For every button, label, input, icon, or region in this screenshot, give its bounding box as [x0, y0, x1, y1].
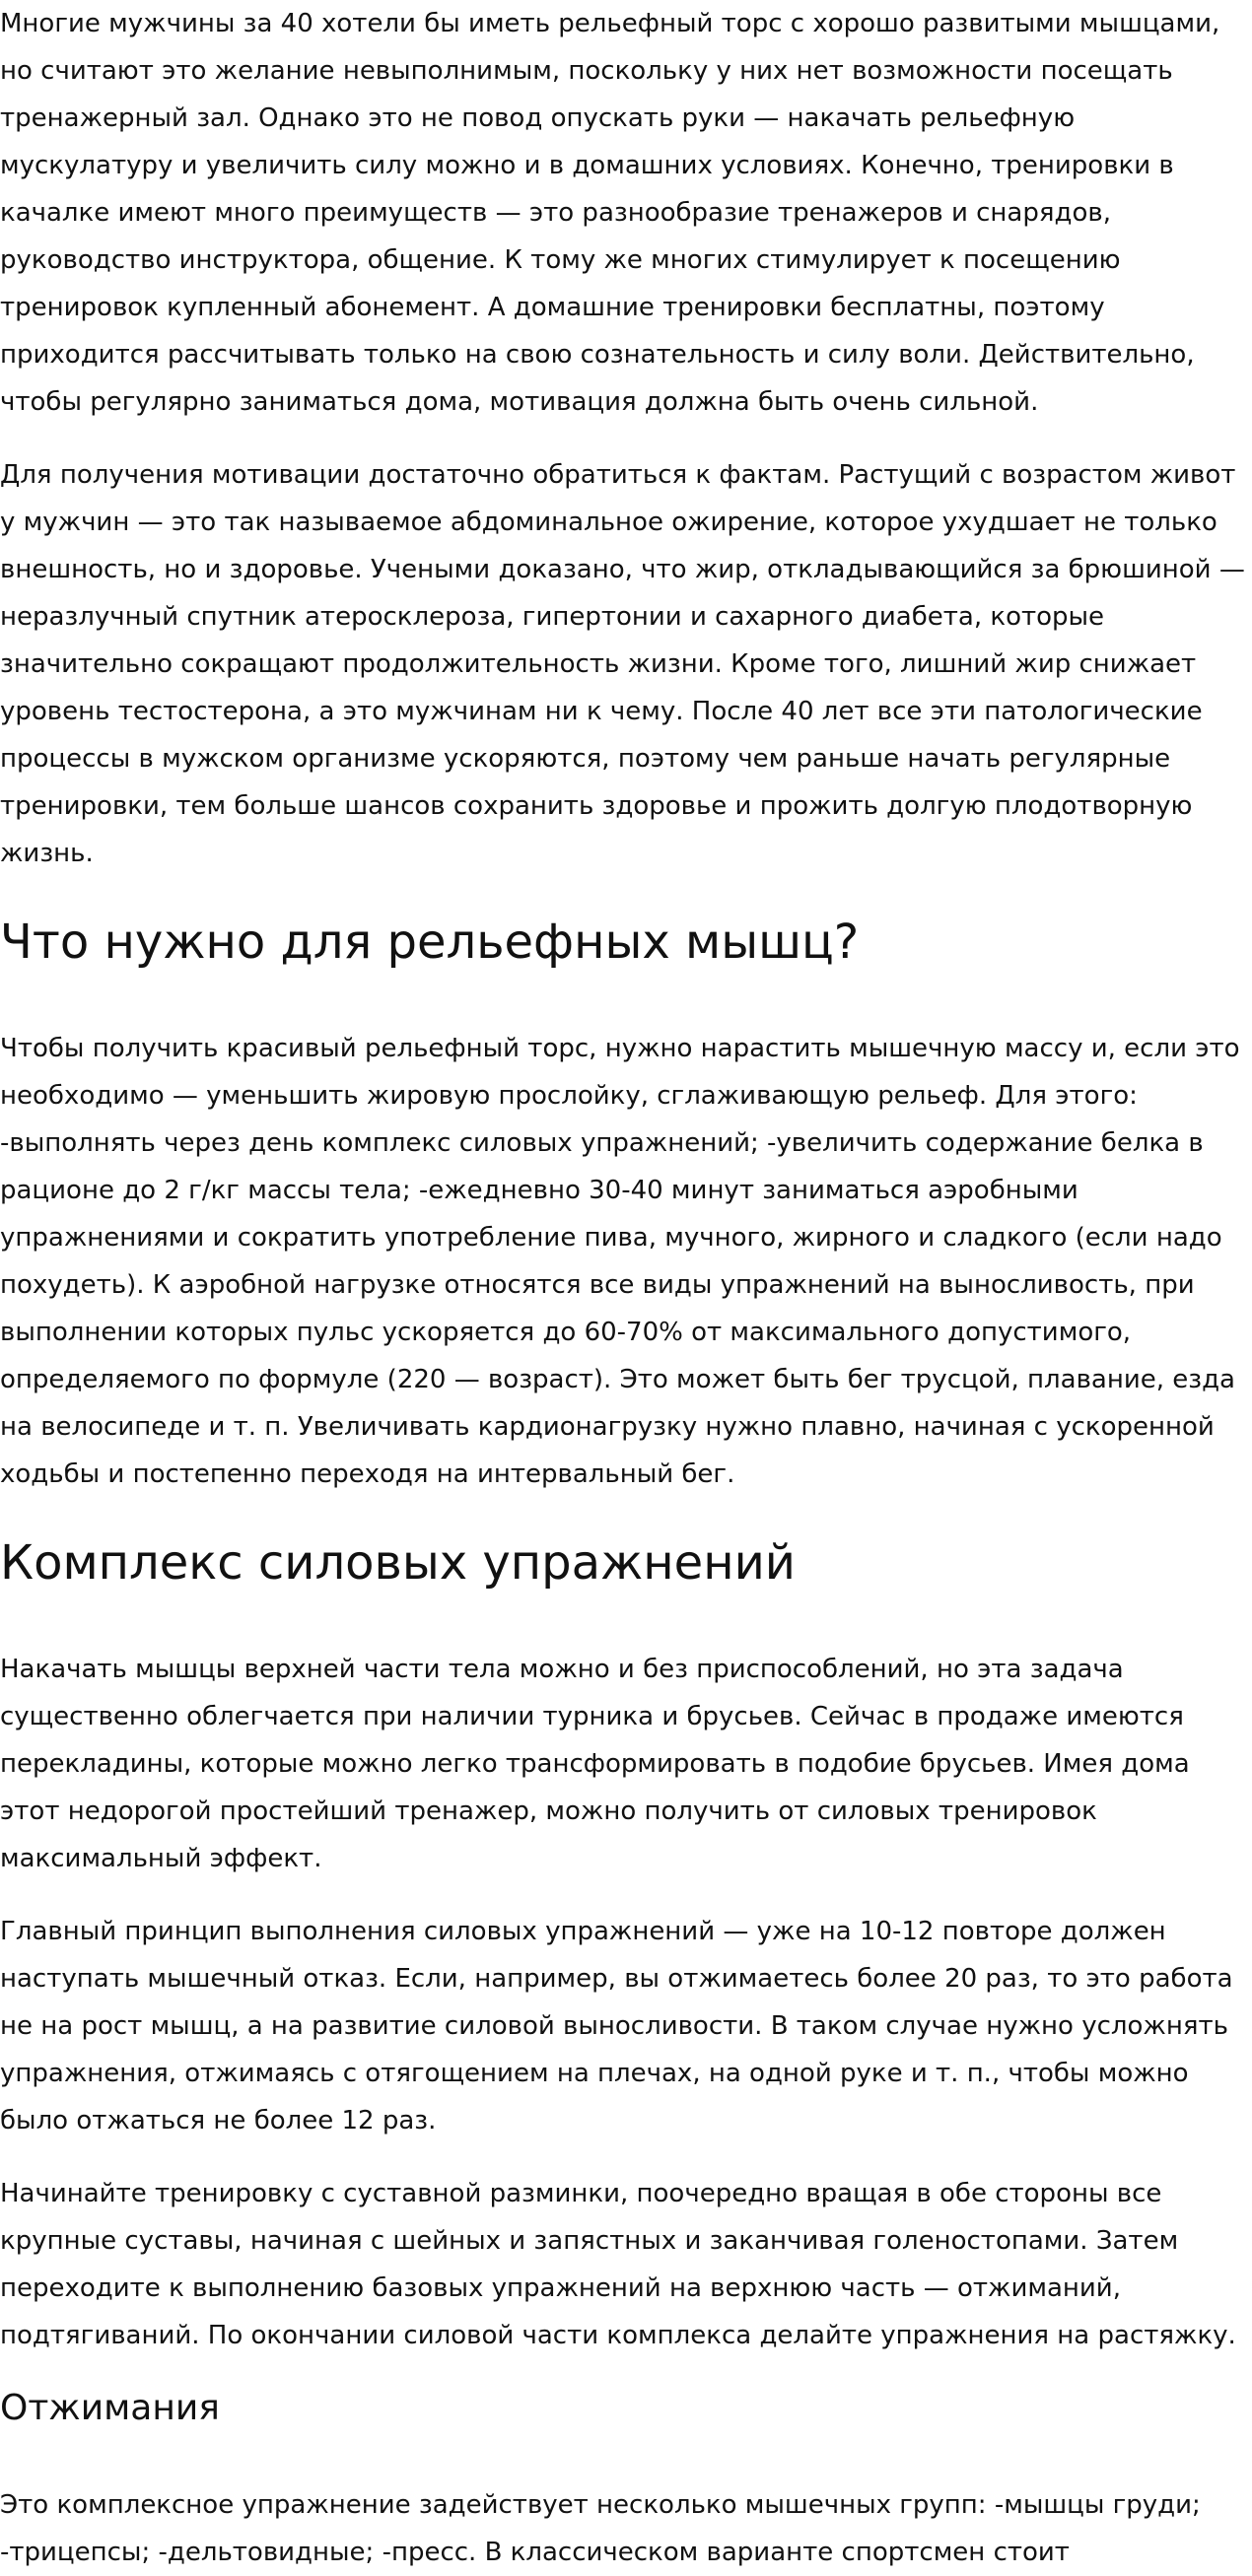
- section-heading-complex: Комплекс силовых упражнений: [0, 1535, 796, 1591]
- warmup-paragraph: Начинайте тренировку с суставной разминки, поочередно вращая в обе стороны все крупные суставы, начиная с шейных и запястных и заканчивая голеностопами. Затем переходите к выполнению базовых упражнений на верхнюю часть — отжиманий, подтягиваний. По окончании силовой части комплекса делайте упражнения на растяжку.: [0, 2179, 1236, 2350]
- pushups-paragraph: Это комплексное упражнение задействует несколько мышечных групп: -мышцы груди; -трицепсы; -дельтовидные; -пресс. В классическом варианте спортсмен стоит: [0, 2490, 1201, 2567]
- intro-paragraph: Многие мужчины за 40 хотели бы иметь рельефный торс с хорошо развитыми мышцами, но считают это желание невыполнимым, поскольку у них нет возможности посещать тренажерный зал. Однако это не повод опускать руки — накачать рельефную мускулатуру и увеличить силу можно и в домашних условиях. Конечно, тренировки в качалке имеют много преимуществ — это разнообразие тренажеров и снарядов, руководство инструктора, общение. К тому же многих стимулирует к посещению тренировок купленный абонемент. А домашние тренировки бесплатны, поэтому приходится рассчитывать только на свою сознательность и силу воли. Действительно, чтобы регулярно заниматься дома, мотивация должна быть очень сильной.: [0, 9, 1220, 417]
- principle-paragraph: Главный принцип выполнения силовых упражнений — уже на 10-12 повторе должен наступать мышечный отказ. Если, например, вы отжимаетесь более 20 раз, то это работа не на рост мышц, а на развитие силовой выносливости. В таком случае нужно усложнять упражнения, отжимаясь с отягощением на плечах, на одной руке и т. п., чтобы можно было отжаться не более 12 раз.: [0, 1917, 1233, 2135]
- equipment-paragraph: Накачать мышцы верхней части тела можно и без приспособлений, но эта задача существенно облегчается при наличии турника и брусьев. Сейчас в продаже имеются перекладины, которые можно легко трансформировать в подобие брусьев. Имея дома этот недорогой простейший тренажер, можно получить от силовых тренировок максимальный эффект.: [0, 1655, 1190, 1873]
- section-heading-muscles: Что нужно для рельефных мышц?: [0, 915, 860, 970]
- muscles-paragraph: Чтобы получить красивый рельефный торс, нужно нарастить мышечную массу и, если это необходимо — уменьшить жировую прослойку, сглаживающую рельеф. Для этого: -выполнять через день комплекс силовых упражнений; -увеличить содержание белка в рационе до 2 г/кг массы тела; -ежедневно 30-40 минут заниматься аэробными упражнениями и сократить употребление пива, мучного, жирного и сладкого (если надо похудеть). К аэробной нагрузке относятся все виды упражнений на выносливость, при выполнении которых пульс ускоряется до 60-70% от максимального допустимого, определяемого по формуле (220 — возраст). Это может быть бег трусцой, плавание, езда на велосипеде и т. п. Увеличивать кардионагрузку нужно плавно, начиная с ускоренной ходьбы и постепенно переходя на интервальный бег.: [0, 1034, 1240, 1489]
- subsection-heading-pushups: Отжимания: [0, 2388, 220, 2428]
- motivation-paragraph: Для получения мотивации достаточно обратиться к фактам. Растущий с возрастом живот у мужчин — это так называемое абдоминальное ожирение, которое ухудшает не только внешность, но и здоровье. Учеными доказано, что жир, откладывающийся за брюшиной — неразлучный спутник атеросклероза, гипертонии и сахарного диабета, которые значительно сокращают продолжительность жизни. Кроме того, лишний жир снижает уровень тестостерона, а это мужчинам ни к чему. После 40 лет все эти патологические процессы в мужском организме ускоряются, поэтому чем раньше начать регулярные тренировки, тем больше шансов сохранить здоровье и прожить долгую плодотворную жизнь.: [0, 460, 1245, 868]
